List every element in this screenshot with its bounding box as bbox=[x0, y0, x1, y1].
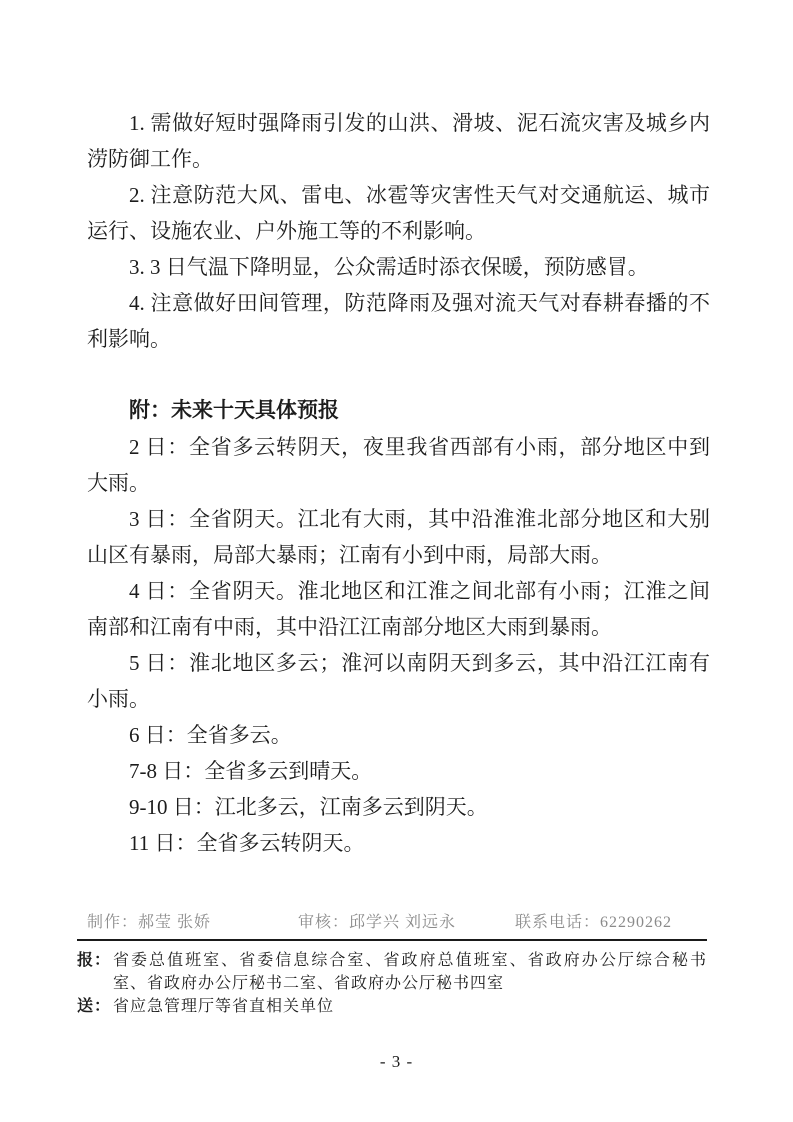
document-body bbox=[87, 105, 710, 861]
advisory-item-1: 1. 需做好短时强降雨引发的山洪、滑坡、泥石流灾害及城乡内涝防御工作。 bbox=[87, 111, 710, 171]
distribution-list bbox=[77, 949, 707, 1018]
forecast-day-7-8: 7-8 日：全省多云到晴天。 bbox=[129, 759, 373, 783]
send-to-value: 省应急管理厅等省直相关单位 bbox=[113, 998, 335, 1015]
reviewed-value: 邱学兴 刘远永 bbox=[349, 914, 457, 931]
contact-phone bbox=[515, 913, 672, 933]
produced-value: 郝莹 张娇 bbox=[138, 914, 212, 931]
meta-row bbox=[77, 909, 707, 939]
reviewed-by bbox=[298, 913, 456, 933]
forecast-day-3: 3 日：全省阴天。江北有大雨，其中沿淮淮北部分地区和大别山区有暴雨，局部大暴雨；江南有小到中雨，局部大雨。 bbox=[87, 507, 710, 567]
send-to-label: 送： bbox=[77, 998, 112, 1015]
document-footer bbox=[77, 909, 707, 1018]
footer-divider-line bbox=[77, 939, 707, 941]
forecast-day-4: 4 日：全省阴天。淮北地区和江淮之间北部有小雨；江淮之间南部和江南有中雨，其中沿江江南部分地区大雨到暴雨。 bbox=[87, 579, 710, 639]
page-number: - 3 - bbox=[379, 1052, 414, 1071]
advisory-item-3: 3. 3 日气温下降明显，公众需适时添衣保暖，预防感冒。 bbox=[129, 255, 649, 279]
reviewed-label: 审核： bbox=[298, 914, 350, 931]
advisory-item-2: 2. 注意防范大风、雷电、冰雹等灾害性天气对交通航运、城市运行、设施农业、户外施工等的不利影响。 bbox=[87, 183, 710, 243]
phone-label: 联系电话： bbox=[515, 914, 601, 931]
forecast-day-2: 2 日：全省多云转阴天，夜里我省西部有小雨，部分地区中到大雨。 bbox=[87, 435, 710, 495]
phone-value: 62290262 bbox=[600, 914, 673, 931]
forecast-day-6: 6 日：全省多云。 bbox=[129, 723, 292, 747]
report-to-row bbox=[77, 949, 707, 995]
report-to-label: 报： bbox=[77, 952, 112, 969]
forecast-day-11: 11 日：全省多云转阴天。 bbox=[129, 831, 365, 855]
forecast-day-5: 5 日：淮北地区多云；淮河以南阴天到多云，其中沿江江南有小雨。 bbox=[87, 651, 710, 711]
advisory-item-4: 4. 注意做好田间管理，防范降雨及强对流天气对春耕春播的不利影响。 bbox=[87, 291, 710, 351]
send-to-row bbox=[77, 995, 707, 1018]
report-to-value: 省委总值班室、省委信息综合室、省政府总值班室、省政府办公厅综合秘书室、省政府办公厅秘书二室、省政府办公厅秘书四室 bbox=[113, 952, 707, 992]
appendix-heading: 附：未来十天具体预报 bbox=[129, 399, 339, 422]
produced-label: 制作： bbox=[87, 914, 139, 931]
forecast-day-9-10: 9-10 日：江北多云，江南多云到阴天。 bbox=[129, 795, 488, 819]
produced-by bbox=[87, 913, 211, 933]
